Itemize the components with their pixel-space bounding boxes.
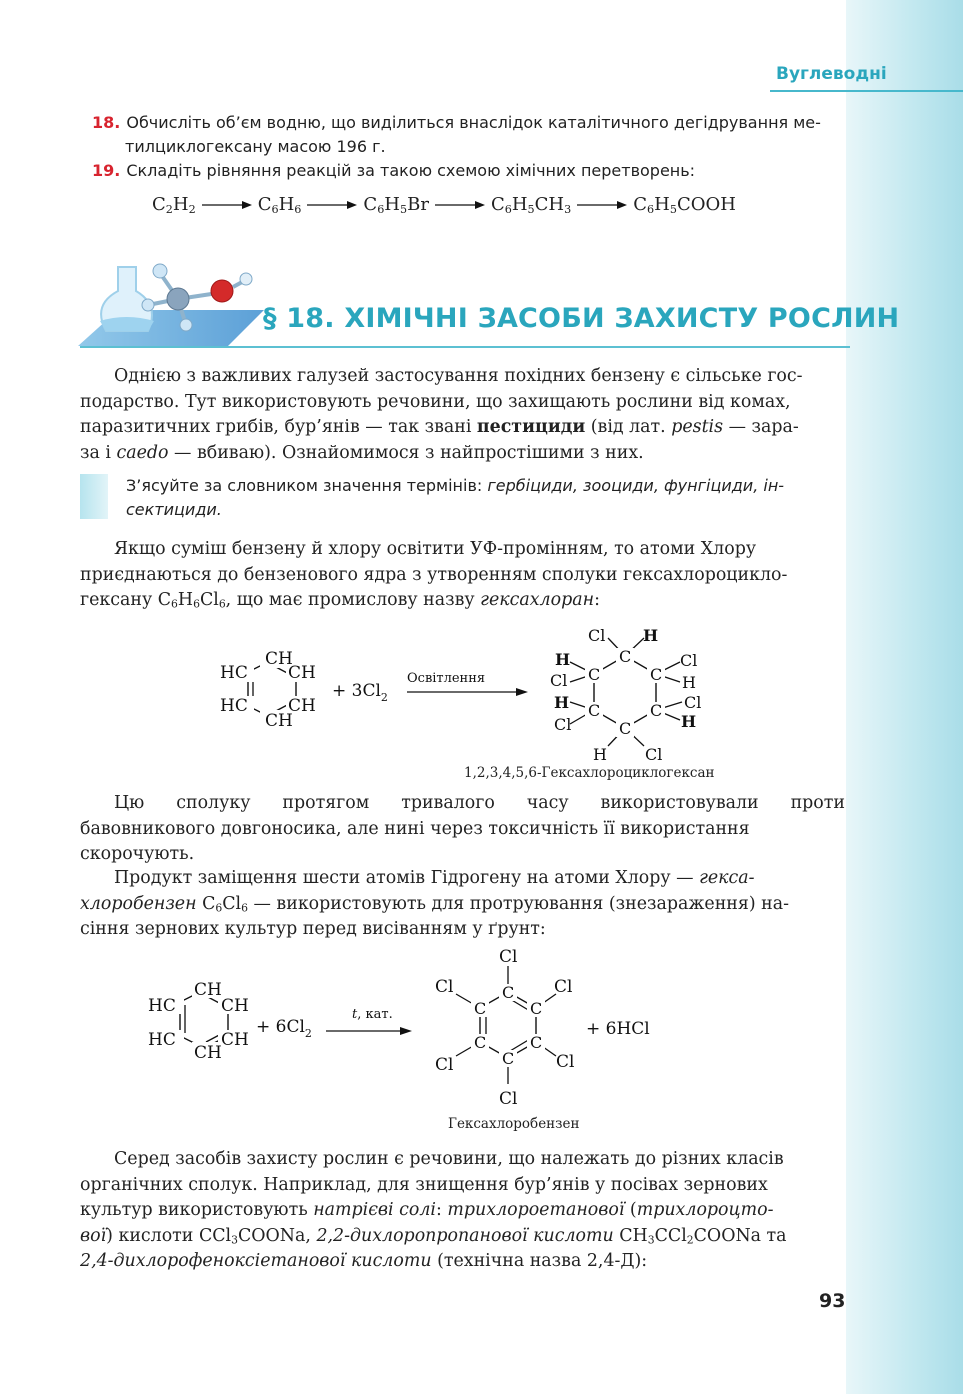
arrow-icon — [307, 200, 357, 210]
formula-ch3ccl2coona: $CH_3CCl_2COONa$ — [619, 1225, 762, 1247]
svg-text:Cl: Cl — [588, 626, 606, 645]
svg-text:Cl: Cl — [684, 693, 702, 712]
svg-text:CH: CH — [265, 649, 293, 669]
condition-t-catalyst: t, кат. — [352, 1007, 393, 1022]
flask-molecule-illustration — [78, 255, 268, 350]
reagent-3cl2: + $3Cl_2$ — [332, 681, 388, 704]
arrow-icon — [202, 200, 252, 210]
note-marker — [80, 474, 108, 519]
svg-text:H: H — [555, 650, 571, 669]
svg-text:Cl: Cl — [554, 715, 572, 734]
svg-text:HC: HC — [148, 1030, 176, 1050]
formula-ccl3coona: CCl$_3$COONa — [198, 1225, 306, 1247]
formula-c6h6cl6: $C_6H_6Cl_6$ — [157, 590, 226, 611]
formula-c6h5cooh: $C_6H_5COOH$ — [633, 194, 736, 216]
arrow-icon — [435, 200, 485, 210]
exercise-number: 19. — [92, 161, 121, 180]
section-title-rule — [80, 346, 850, 348]
formula-c6h5ch3: $C_6H_5CH_3$ — [490, 194, 572, 216]
dictionary-task: З’ясуйте за словником значення термінів: гербіциди, зооциди, фунгіциди, ін- сектициди. — [126, 476, 785, 519]
exercise-18: 18. Обчисліть об’єм водню, що виділиться внаслідок каталітичного дегідрування ме- тилциклогексану масою 196 г. — [92, 113, 821, 156]
svg-text:CH: CH — [194, 1043, 222, 1063]
condition-light: Освітлення — [407, 671, 486, 686]
svg-text:C: C — [530, 1033, 543, 1052]
reagent-6cl2: + $6Cl_2$ — [256, 1017, 312, 1040]
svg-text:Cl: Cl — [499, 1089, 518, 1109]
svg-text:HC: HC — [220, 663, 248, 683]
benzene-structure — [218, 649, 316, 731]
svg-text:C: C — [619, 719, 632, 738]
product-name-hexachlorocyclohexane: 1,2,3,4,5,6-Гексахлороциклогексан — [464, 765, 715, 781]
running-head-rule — [770, 90, 963, 92]
svg-text:Cl: Cl — [435, 977, 454, 997]
exercise-number: 18. — [92, 113, 121, 132]
svg-text:Cl: Cl — [554, 977, 573, 997]
paragraph-hexachlorane: Якщо суміш бензену й хлору освітити УФ-промінням, то атоми Хлору приєднаються до бензенового ядра з утворенням сполуки гексахлороцикло- гексану $C_6H_6Cl_6$, що має промислову назву гексахлоран: — [80, 539, 788, 611]
svg-text:H: H — [554, 693, 570, 712]
svg-text:C: C — [588, 665, 601, 684]
formula-c2h2: $C_2H_2$ — [152, 194, 196, 216]
arrow-icon — [577, 200, 627, 210]
svg-text:HC: HC — [148, 996, 176, 1016]
formula-c6h5br: $C_6H_5Br$ — [363, 194, 429, 216]
svg-text:C: C — [588, 701, 601, 720]
svg-text:H: H — [643, 626, 659, 645]
svg-text:H: H — [593, 745, 607, 764]
svg-text:H: H — [681, 712, 697, 731]
arrow-icon — [516, 688, 528, 696]
svg-text:Cl: Cl — [435, 1055, 454, 1075]
running-head: Вуглеводні — [776, 64, 887, 84]
svg-text:C: C — [474, 1033, 487, 1052]
exercise-19: 19. Складіть рівняння реакцій за такою схемою хімічних перетворень: — [92, 161, 696, 180]
svg-text:Cl: Cl — [499, 947, 518, 967]
svg-text:CH: CH — [221, 996, 249, 1016]
svg-text:C: C — [650, 665, 663, 684]
svg-text:Cl: Cl — [556, 1052, 575, 1072]
svg-text:C: C — [474, 999, 487, 1018]
reaction-chlorination-substitution — [140, 940, 680, 1120]
svg-text:C: C — [502, 1049, 515, 1068]
paragraph-usage: Цю сполуку протягом тривалого часу використовували проти бавовникового довгоносика, але нині через токсичність її використання скорочують. — [80, 793, 845, 864]
formula-c6h6: $C_6H_6$ — [257, 194, 302, 216]
svg-text:C: C — [650, 701, 663, 720]
paragraph-pesticides-intro: Однією з важливих галузей застосування похідних бензену є сільське гос- подарство. Тут використовують речовини, що захищають рослини від комах, паразитичних грибів, бур’янів — так звані пестициди (від лат. pestis — зара- за і caedo — вбиваю). Ознайомимося з найпростішими з них. — [80, 366, 803, 463]
side-color-band — [846, 0, 963, 1394]
svg-text:CH: CH — [221, 1030, 249, 1050]
paragraph-hexachlorobenzene: Продукт заміщення шести атомів Гідрогену на атоми Хлору — гекса- хлоробензен $C_6Cl_6$ — використовують для протруювання (знезараження) на- сіння зернових культур перед висіванням у ґрунт: — [80, 868, 789, 939]
svg-text:CH: CH — [288, 663, 316, 683]
svg-text:Cl: Cl — [680, 651, 698, 670]
benzene-structure — [146, 980, 252, 1063]
svg-text:CH: CH — [194, 980, 222, 1000]
svg-text:HC: HC — [220, 696, 248, 716]
svg-text:C: C — [530, 999, 543, 1018]
svg-text:C: C — [502, 983, 515, 1002]
svg-text:H: H — [682, 673, 696, 692]
reaction-chlorination-addition — [210, 620, 730, 770]
transformation-chain — [152, 194, 736, 215]
section-title: § 18. ХІМІЧНІ ЗАСОБИ ЗАХИСТУ РОСЛИН — [263, 303, 900, 334]
svg-text:Cl: Cl — [645, 745, 663, 764]
byproduct-6hcl: + 6HCl — [586, 1019, 650, 1039]
arrow-icon — [400, 1027, 412, 1035]
page-number: 93 — [819, 1290, 846, 1312]
svg-text:CH: CH — [288, 696, 316, 716]
hexachlorocyclohexane-structure — [550, 626, 701, 764]
product-name-hexachlorobenzene: Гексахлоробензен — [448, 1116, 580, 1132]
formula-c6cl6: $C_6Cl_6$ — [202, 893, 248, 915]
hexachlorobenzene-structure — [435, 947, 574, 1109]
svg-text:C: C — [619, 647, 632, 666]
paragraph-herbicides: Серед засобів захисту рослин є речовини, що належать до різних класів органічних сполук. Наприклад, для знищення бур’янів у посівах зернових культур використовують натрієві солі: трихлороетанової (трихлороцто- вої) кислоти CCl$_3$COONa, 2,2-дихлоропропанової кислоти $CH_3CCl_2COONa$ та 2,4-дихлорофеноксіетанової кислоти (технічна назва 2,4-Д): — [80, 1149, 787, 1271]
svg-text:CH: CH — [265, 711, 293, 731]
svg-text:Cl: Cl — [550, 671, 568, 690]
